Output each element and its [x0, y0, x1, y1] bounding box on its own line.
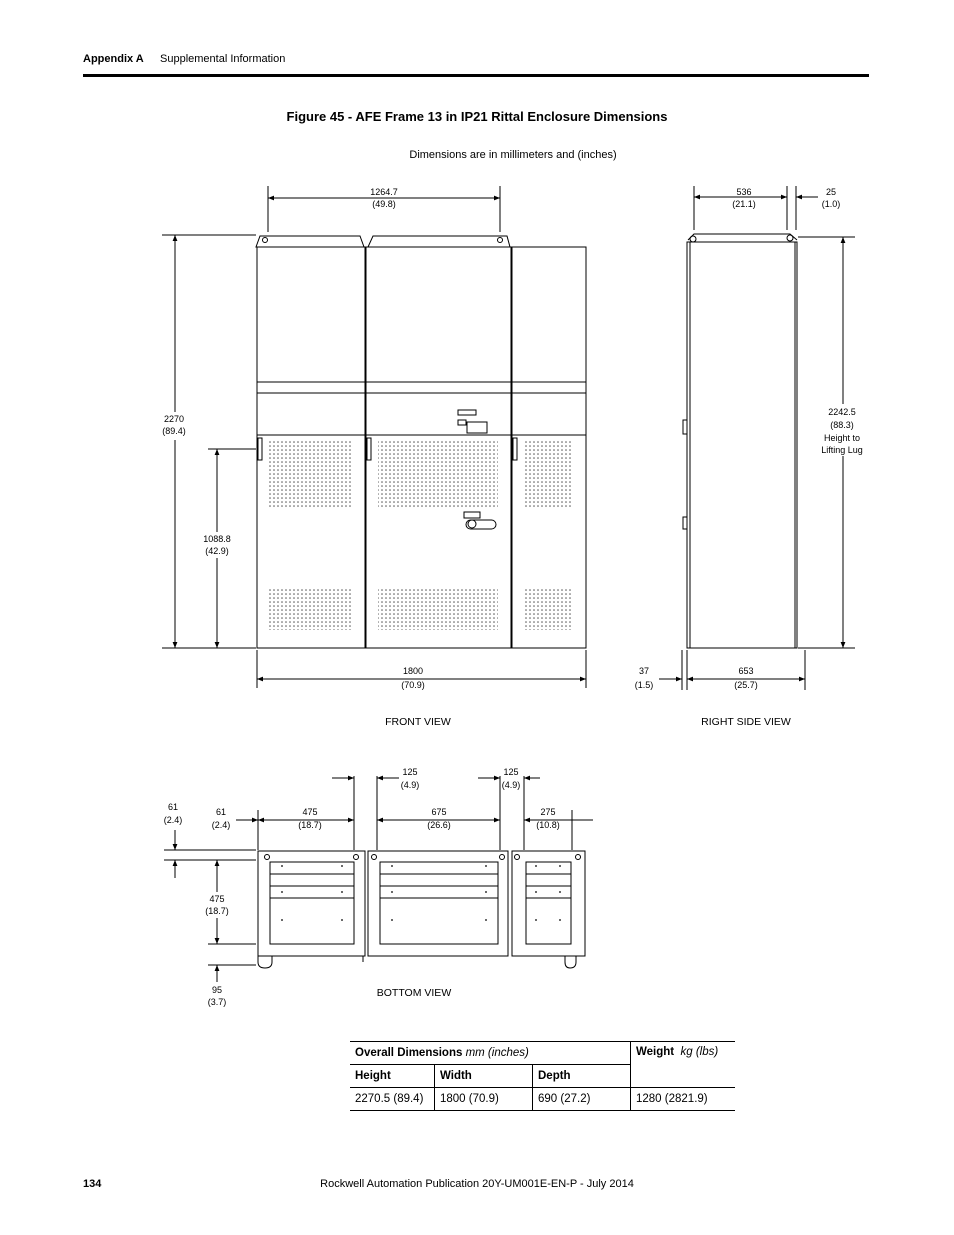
page-number: 134: [83, 1178, 102, 1190]
dim-125b-mm: 125: [503, 767, 519, 777]
dim-1088-in: (42.9): [205, 546, 229, 556]
dim-475h-in: (18.7): [205, 906, 229, 916]
dim-95-mm: 95: [211, 985, 223, 995]
cell-depth: 690 (27.2): [533, 1088, 631, 1111]
front-view: [162, 186, 586, 688]
table-row: [350, 1088, 735, 1111]
dim-2270-mm: 2270: [163, 414, 185, 424]
dim-2242-note2: Lifting Lug: [821, 445, 863, 455]
dimensions-table: [350, 1041, 735, 1111]
side-view-label: RIGHT SIDE VIEW: [701, 716, 791, 728]
table-header-dimensions: Overall Dimensions mm (inches): [350, 1042, 631, 1065]
dim-25-mm: 25: [825, 187, 837, 197]
dim-125a-in: (4.9): [400, 780, 420, 790]
table-col-width: Width: [435, 1065, 533, 1088]
cell-weight: 1280 (2821.9): [631, 1088, 736, 1111]
dim-125b-in: (4.9): [501, 780, 521, 790]
figure-title: Figure 45 - AFE Frame 13 in IP21 Rittal Enclosure Dimensions: [286, 109, 668, 124]
dim-2242-in: (88.3): [830, 420, 854, 430]
dim-475w-mm: 475: [302, 807, 318, 817]
dim-536-in: (21.1): [732, 199, 756, 209]
dim-2242-mm: 2242.5: [828, 407, 856, 417]
front-view-label: FRONT VIEW: [385, 716, 451, 728]
bottom-view: [164, 776, 593, 982]
header-title: Supplemental Information: [160, 53, 286, 65]
dim-125a-mm: 125: [402, 767, 418, 777]
dim-25-in: (1.0): [821, 199, 841, 209]
dim-536-mm: 536: [736, 187, 752, 197]
dim-1088-mm: 1088.8: [203, 534, 231, 544]
cell-height: 2270.5 (89.4): [350, 1088, 435, 1111]
dim-1800-mm: 1800: [402, 666, 424, 676]
dim-675-mm: 675: [431, 807, 447, 817]
publication-info: Rockwell Automation Publication 20Y-UM001E-EN-P - July 2014: [320, 1178, 634, 1190]
bottom-view-label: BOTTOM VIEW: [376, 987, 452, 999]
header-section: Appendix A: [83, 53, 144, 65]
table-header-weight: Weight kg (lbs): [631, 1042, 736, 1088]
figure-note: Dimensions are in millimeters and (inches): [409, 149, 617, 161]
dim-61a-mm: 61: [167, 802, 179, 812]
dim-653-mm: 653: [738, 666, 754, 676]
dim-1264-mm: 1264.7: [370, 187, 398, 197]
dim-61a-in: (2.4): [163, 815, 183, 825]
dim-95-in: (3.7): [207, 997, 227, 1007]
dim-61b-mm: 61: [215, 807, 227, 817]
dim-1800-in: (70.9): [401, 680, 425, 690]
dim-1264-in: (49.8): [372, 199, 396, 209]
dim-2270-in: (89.4): [162, 426, 186, 436]
table-col-depth: Depth: [533, 1065, 631, 1088]
table-col-height: Height: [350, 1065, 435, 1088]
dim-275-in: (10.8): [536, 820, 560, 830]
dim-61b-in: (2.4): [211, 820, 231, 830]
dim-675-in: (26.6): [427, 820, 451, 830]
cell-width: 1800 (70.9): [435, 1088, 533, 1111]
dim-2242-note1: Height to: [823, 433, 861, 443]
dim-275-mm: 275: [540, 807, 556, 817]
dim-475w-in: (18.7): [298, 820, 322, 830]
dim-37-in: (1.5): [634, 680, 654, 690]
dim-653-in: (25.7): [734, 680, 758, 690]
dim-475h-mm: 475: [209, 894, 225, 904]
dim-37-mm: 37: [638, 666, 650, 676]
